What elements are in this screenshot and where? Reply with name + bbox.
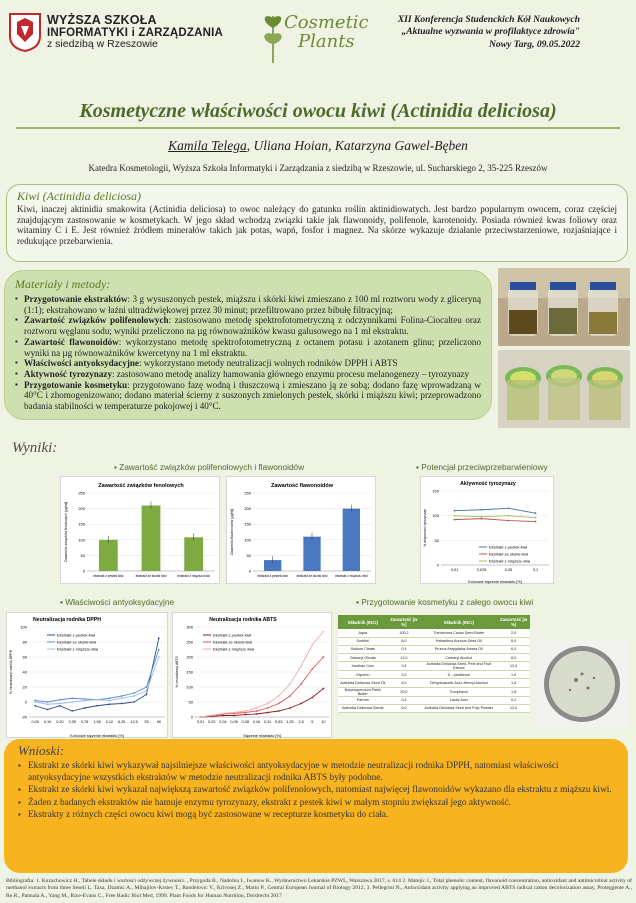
x-tick-label: 0,10 xyxy=(43,720,52,724)
x-tick-label: ekstrakt z miąższu kiwi xyxy=(177,574,210,578)
table-cell: Lactic Acid xyxy=(420,696,497,704)
intro-box xyxy=(6,184,628,262)
table-cell: 6,0 xyxy=(388,704,421,712)
data-point xyxy=(71,710,73,712)
poster-title: Kosmetyczne właściwości owocu kiwi (Actinidia deliciosa) xyxy=(79,100,557,122)
y-tick-label: 80 xyxy=(22,639,27,645)
table-cell: Tocopherol xyxy=(420,687,497,696)
data-point xyxy=(535,512,537,514)
data-point xyxy=(47,703,49,705)
x-tick-label: 0,16 xyxy=(252,720,261,724)
authors xyxy=(0,138,636,154)
table-cell: Sodium Citrate xyxy=(338,645,388,653)
chart-flavonoids-svg xyxy=(227,477,377,585)
affiliation: Katedra Kosmetologii, Wyższa Szkoła Informatyki i Zarządzania z siedzibą w Rzeszowie, ul. Sucharskiego 2, 35-225 Rzeszów xyxy=(88,163,548,173)
data-point xyxy=(300,683,302,685)
chart-phenols xyxy=(60,476,220,584)
data-point xyxy=(34,705,36,707)
data-point xyxy=(71,697,73,699)
y-tick-label: 50 xyxy=(434,537,439,543)
x-tick-label: 10 xyxy=(321,720,326,724)
table-cell: Actinidia Deliciosa Seeds xyxy=(338,704,388,712)
table-row xyxy=(338,679,530,687)
data-point xyxy=(121,697,123,699)
table-cell: Actinidia Deliciosa Seed, Peel and Fruit Extract xyxy=(420,662,497,671)
data-point xyxy=(211,715,213,717)
data-point xyxy=(454,515,456,517)
bar xyxy=(303,537,320,571)
data-point xyxy=(158,656,160,658)
data-point xyxy=(84,707,86,709)
x-tick-label: ekstrakt ze skórki kiwi xyxy=(135,574,167,578)
data-point xyxy=(323,688,325,690)
table-cell: 12,0 xyxy=(388,654,421,662)
data-point xyxy=(289,683,291,685)
x-tick-label: 0,04 xyxy=(219,720,227,724)
data-point xyxy=(508,520,510,522)
y-tick-label: 60 xyxy=(22,654,27,660)
x-tick-label: 0,39 xyxy=(68,720,76,724)
x-tick-label: ekstrakt ze skórki kiwi xyxy=(296,574,328,578)
y-axis-label: Zawartość związków fenolowych [µg/ml] xyxy=(64,501,68,563)
table-row xyxy=(338,696,530,704)
data-point xyxy=(267,707,269,709)
chart-abts xyxy=(172,612,332,738)
intro-text: Kiwi, inaczej aktinidia smakowita (Actinidia deliciosa) to owoc należący do gatunku roślin aktinidiowatych. Jest bardzo popularnym owocem, coraz częściej znajdującym zastosowanie w kosmetykach. W jego skład wchodzą związki takie jak flawonoidy, polifenole, karotenoidy. Posiada również kwas foliowy oraz witaminy C i E. Jest również źródłem minerałów takich jak potas, wapń, fosfor i magnez. Na skórze wykazuje działanie przeciwstarzeniowe, rozjaśniające i redukujące przebarwienia. xyxy=(17,204,617,247)
legend-label: Ekstrakt z pestek kiwi xyxy=(213,632,252,638)
data-point xyxy=(59,699,61,701)
table-cell: Cetearyl Alcohol xyxy=(420,654,497,662)
table-cell: Glycerin xyxy=(338,671,388,679)
y-tick-label: 100 xyxy=(432,513,439,519)
series-line xyxy=(35,657,159,704)
x-tick-label: 1,56 xyxy=(93,720,101,724)
y-tick-label: 0 xyxy=(436,562,439,568)
table-row xyxy=(338,645,530,653)
data-point xyxy=(121,695,123,697)
conference-theme: „Aktualne wyzwania w profilaktyce zdrowia" xyxy=(401,26,580,38)
data-point xyxy=(133,701,135,703)
data-point xyxy=(47,709,49,711)
table-cell: Xanthan Gum xyxy=(338,662,388,671)
table-header: Zawartość [w %] xyxy=(497,615,530,629)
x-axis-label: Końcowe stężenie ekstraktu [%] xyxy=(70,734,124,738)
data-point xyxy=(300,665,302,667)
data-point xyxy=(256,713,258,715)
data-point xyxy=(59,705,61,707)
methods-item: ▪ Zawartość związków polifenolowych: zastosowano metodę spektrofotometryczną z odczynnikami Folina-Ciocalteu oraz roztworu węglanu sodu; wyniki przeliczono na µg równoważników kwasu galusowego na 1 ml ekstraktu. xyxy=(15,315,481,336)
bar xyxy=(99,540,118,571)
table-row xyxy=(338,629,530,637)
table-cell: Prunus Amygdalus Amara Oil xyxy=(420,645,497,653)
cosmetic-recipe-table xyxy=(338,615,530,739)
x-tick-label: 50 xyxy=(156,720,161,724)
conclusion-item: ▪ Ekstrakty z różnych części owocu kiwi mogą być zastosowane w recepturze kosmetyku do ciała. xyxy=(18,810,614,822)
y-tick-label: 0 xyxy=(82,568,85,574)
y-tick-label: 150 xyxy=(78,521,85,527)
table-cell: 20,0 xyxy=(388,687,421,696)
x-axis-label: Końcowe stężenie ekstraktu [%] xyxy=(468,580,522,584)
x-tick-label: 0,05 xyxy=(31,720,39,724)
legend-label: Ekstrakt z miąższu kiwi xyxy=(57,646,99,652)
table-cell: 6,0 xyxy=(497,645,530,653)
table-cell: 8,0 xyxy=(388,637,421,645)
data-point xyxy=(278,695,280,697)
table-cell: D - panthenol xyxy=(420,671,497,679)
data-point xyxy=(481,518,483,520)
x-tick-label: 0,02 xyxy=(208,720,216,724)
cosmetic-photo xyxy=(536,640,628,728)
x-tick-label: 0,20 xyxy=(56,720,64,724)
bar xyxy=(184,537,203,571)
data-point xyxy=(233,715,235,717)
section-polyphenols: ▪ Zawartość związków polifenolowych i flawonoidów xyxy=(114,462,305,472)
x-tick-label: 0,06 xyxy=(230,720,238,724)
data-point xyxy=(323,656,325,658)
extract-photos xyxy=(498,268,630,428)
y-tick-label: 200 xyxy=(186,654,193,660)
y-tick-label: 50 xyxy=(246,552,251,558)
table-cell: 6,0 xyxy=(388,679,421,687)
table-cell: 2,0 xyxy=(497,629,530,637)
data-point xyxy=(158,649,160,651)
table-cell: 0,2 xyxy=(497,696,530,704)
y-tick-label: 0 xyxy=(24,699,27,705)
data-point xyxy=(311,644,313,646)
data-point xyxy=(59,703,61,705)
series-line xyxy=(35,650,159,703)
data-point xyxy=(311,697,313,699)
x-tick-label: 0,78 xyxy=(80,720,89,724)
table-cell: 12,0 xyxy=(497,704,530,712)
data-point xyxy=(233,712,235,714)
y-axis-label: % aktywności tyrozynazy xyxy=(423,509,427,547)
school-name-line3: z siedzibą w Rzeszowie xyxy=(47,38,158,51)
y-tick-label: 250 xyxy=(244,490,251,496)
x-tick-label: 0,01 xyxy=(196,720,205,724)
legend-label: Ekstrakt ze skórki kiwi xyxy=(489,551,529,557)
table-cell: 1,0 xyxy=(497,671,530,679)
bibliography: Bibliografia: 1. Kuzachowicz H., Tabele składu i wartości odżywczej żywności. , Przygoda B., Nadolna I., Iwanow K., Wydawnictwo Lekarskie PZWL, Warszawa 2017, s. 614 2. Matejic J., Total phenolic content, flavonoid concentration, antioxidant and antimicrobial activity of methanol extracts from three Seseli L. Taxa, Dzamic A., Mihajilov-Krstev T., Randelovic V., Krivosej Z., Marin P., Central European Journal of Biology 2012, 3. Pellegrini N., Antioxidant activity applying an improved ABTS radical cation decolorization assay, Proteggente A., Re R., Pannala A., Yang M., Rice-Evans C., Free Radic Biol Med, 1999. Plant Foods for Human Nutrition, Dordrecht 2017 xyxy=(6,878,632,899)
chart-title: Neutralizacja rodnika DPPH xyxy=(32,617,102,623)
chart-flavonoids xyxy=(226,476,376,584)
methods-item: ▪ Przygotowanie kosmetyku: przygotowano fazę wodną i tłuszczową i zmieszano ją ze sobą; dodano fazę wprowadzaną w 40°C i zhomogenizowano; dodano materiał ścierny z suszonych zmielonych pestek, skórki i miąższu kiwi; przeprowadzono badania stabilności w temperaturze pokojowej i 40°C. xyxy=(15,380,481,412)
table-row xyxy=(338,671,530,679)
conclusion-item: ▪ Ekstrakt ze skórki kiwi wykazywał najsilniejsze właściwości antyoksydacyjne w metodzie neutralizacji rodnika DPPH, natomiast właściwości antyoksydacyjne wszystkich ekstraktów w metodzie neutralizacji rodnika ABTS były podobne. xyxy=(18,761,614,784)
data-point xyxy=(244,714,246,716)
data-point xyxy=(34,701,36,703)
y-tick-label: 100 xyxy=(78,537,85,543)
data-point xyxy=(47,701,49,703)
table-header: Zawartość [w %] xyxy=(388,615,421,629)
extract-jars-photo xyxy=(498,268,630,346)
data-point xyxy=(158,637,160,639)
y-tick-label: 150 xyxy=(432,488,439,494)
brand-line1: Cosmetic xyxy=(284,12,369,33)
legend-label: Ekstrakt ze skórki kiwi xyxy=(57,639,97,645)
school-logo xyxy=(8,6,234,58)
chart-phenols-svg xyxy=(61,477,221,585)
data-point xyxy=(267,712,269,714)
conference-info xyxy=(340,14,580,51)
conclusion-item: ▪ Ekstrakt ze skórki kiwi wykazał największą zawartość związków polifenolowych, natomiast najwięcej flawonoidów wykazano dla ekstraktu z miąższu kiwi. xyxy=(18,785,614,797)
series-line xyxy=(455,519,536,522)
x-tick-label: 25 xyxy=(144,720,149,724)
methods-item: ▪ Aktywność tyrozynazy: zastosowano metodę analizy hamowania głównego enzymu procesu melanogenezy – tyrozynazy xyxy=(15,369,481,380)
title-divider xyxy=(16,127,620,129)
table-cell: Cetearyl Olivate xyxy=(338,654,388,662)
data-point xyxy=(108,700,110,702)
data-point xyxy=(289,707,291,709)
table-cell: 0,4 xyxy=(388,645,421,653)
data-point xyxy=(481,516,483,518)
y-tick-label: 20 xyxy=(22,684,27,690)
legend-label: Ekstrakt z miąższu kiwi xyxy=(489,558,531,564)
table-header: Składnik (INCI) xyxy=(338,615,388,629)
data-point xyxy=(535,521,537,523)
section-cosmetic: ▪ Przygotowanie kosmetyku z całego owocu kiwi xyxy=(356,597,534,607)
data-point xyxy=(96,699,98,701)
y-tick-label: -20 xyxy=(21,714,27,720)
x-tick-label: 0,63 xyxy=(275,720,283,724)
table-row xyxy=(338,662,530,671)
conference-date: Nowy Targ, 09.05.2022 xyxy=(488,38,580,50)
conclusions-heading: Wnioski: xyxy=(18,743,65,758)
table-cell: 12,0 xyxy=(497,662,530,671)
y-tick-label: 200 xyxy=(78,506,85,512)
x-tick-label: ekstrakt z pestek kiwi xyxy=(93,574,124,578)
data-point xyxy=(454,519,456,521)
x-tick-label: 0,08 xyxy=(241,720,249,724)
series-line xyxy=(201,689,324,718)
y-tick-label: 300 xyxy=(186,624,193,630)
data-point xyxy=(133,695,135,697)
y-tick-label: 100 xyxy=(20,624,27,630)
table-header: Składnik (INCI) xyxy=(420,615,497,629)
data-point xyxy=(108,703,110,705)
y-axis-label: Zawartość flawonoidów [µg/ml] xyxy=(230,508,234,556)
bar xyxy=(343,509,360,571)
data-point xyxy=(267,703,269,705)
first-author: Kamila Telega xyxy=(168,138,247,153)
legend-label: Ekstrakt z pestek kiwi xyxy=(489,544,528,550)
conference-name: XII Konferencja Studenckich Kół Naukowych xyxy=(397,14,580,25)
table-cell: 1,8 xyxy=(497,687,530,696)
data-point xyxy=(508,515,510,517)
chart-title: Zawartość związków fenolowych xyxy=(98,483,184,489)
extract-cups-photo xyxy=(498,350,630,428)
y-tick-label: 250 xyxy=(78,490,85,496)
legend-label: Ekstrakt ze skórki kiwi xyxy=(213,639,253,645)
methods-item: ▪ Przygotowanie ekstraktów: 3 g wysuszonych pestek, miąższu i skórki kiwi zmieszano z 100 ml roztworu wody z gliceryną (1:1); ekstrahowano w łaźni ultradźwiękowej przez 30 minut; przefiltrowano przez bibułę filtracyjną; xyxy=(15,294,481,315)
data-point xyxy=(508,507,510,509)
chart-dpph-svg xyxy=(7,613,169,739)
table-cell: Sorbitol xyxy=(338,637,388,645)
table-cell: 100,2 xyxy=(388,629,421,637)
chart-tyrosinase xyxy=(420,476,554,584)
data-point xyxy=(71,701,73,703)
y-tick-label: 50 xyxy=(188,699,193,705)
x-tick-label: ekstrakt z pestek kiwi xyxy=(257,574,288,578)
data-point xyxy=(256,707,258,709)
intro-heading: Kiwi (Actinidia deliciosa) xyxy=(17,189,141,203)
data-point xyxy=(300,703,302,705)
table-row xyxy=(338,637,530,645)
conclusions-box xyxy=(4,739,628,873)
table-cell: 6,0 xyxy=(497,637,530,645)
data-point xyxy=(535,517,537,519)
methods-box xyxy=(4,270,492,420)
school-name-line2: INFORMATYKI i ZARZĄDZANIA xyxy=(47,27,223,40)
series-line xyxy=(455,516,536,518)
data-point xyxy=(146,690,148,692)
methods-item: ▪ Zawartość flawonoidów: wykorzystano metodę spektrofotometryczną z octanem potasu i azotanem glinu; przeliczono wyniki na µg równoważników kwercetyny na 1 ml ekstraktu. xyxy=(15,337,481,358)
y-tick-label: 150 xyxy=(244,521,251,527)
chart-tyrosinase-svg xyxy=(421,477,555,585)
data-point xyxy=(278,710,280,712)
x-axis-label: Stężenie ekstraktu [%] xyxy=(243,734,281,738)
conclusion-item: ▪ Żaden z badanych ekstraktów nie hamuje enzymu tyrozynazy, ekstrakt z pestek kiwi w małym stopniu zwiększał jego aktywność. xyxy=(18,798,614,810)
table-cell: Theobroma Cacao Seed Butter xyxy=(420,629,497,637)
x-tick-label: 0,1 xyxy=(532,568,539,572)
table-cell: Actinidia Deliciosa Seed Oil xyxy=(338,679,388,687)
table-cell: 1,8 xyxy=(497,679,530,687)
methods-heading: Materiały i metody: xyxy=(15,277,111,291)
y-tick-label: 100 xyxy=(244,537,251,543)
table-row xyxy=(338,704,530,712)
conclusions-list xyxy=(18,761,614,822)
data-point xyxy=(323,631,325,633)
y-tick-label: 0 xyxy=(190,714,193,720)
data-point xyxy=(311,668,313,670)
table-row xyxy=(338,687,530,696)
x-tick-label: 0,01 xyxy=(450,568,459,572)
x-tick-label: 3,12 xyxy=(105,720,114,724)
results-heading: Wyniki: xyxy=(12,440,58,456)
methods-item: ▪ Właściwości antyoksydacyjne: wykorzystano metody neutralizacji wolnych rodników DPPH i ABTS xyxy=(15,358,481,369)
data-point xyxy=(244,710,246,712)
table-cell: Dehydroacetic Acid, Benzyl Alcohol xyxy=(420,679,497,687)
y-tick-label: 100 xyxy=(186,684,193,690)
methods-list xyxy=(15,294,481,412)
data-point xyxy=(96,705,98,707)
y-tick-label: 0 xyxy=(248,568,251,574)
school-name-line1: WYŻSZA SZKOŁA xyxy=(47,12,157,27)
data-point xyxy=(108,697,110,699)
table-cell: 0,4 xyxy=(388,662,421,671)
x-tick-label: ekstrakt z miąższu kiwi xyxy=(335,574,368,578)
table-body xyxy=(338,629,530,713)
section-antioxidant: ▪ Właściwości antyoksydacyjne xyxy=(60,597,175,607)
data-point xyxy=(256,710,258,712)
table-cell: Actinidia Deliciosa Seed and Pulp Powder xyxy=(420,704,497,712)
series-line xyxy=(455,508,536,513)
data-point xyxy=(454,510,456,512)
y-axis-label: % neutralizacji rodnika DPPH xyxy=(9,649,13,695)
other-authors: , Uliana Hoian, Katarzyna Gawel-Bęben xyxy=(246,138,468,153)
chart-dpph xyxy=(6,612,168,738)
section-whitening: ▪ Potencjał przeciwprzebarwieniowy xyxy=(416,462,548,472)
chart-title: Zawartość flawonoidów xyxy=(270,483,334,489)
bar xyxy=(142,505,161,571)
legend-label: Ekstrakt z pestek kiwi xyxy=(57,632,96,638)
y-tick-label: 150 xyxy=(186,669,193,675)
data-point xyxy=(146,694,148,696)
y-tick-label: 250 xyxy=(186,639,193,645)
data-point xyxy=(84,700,86,702)
table-row xyxy=(338,654,530,662)
chart-abts-svg xyxy=(173,613,333,739)
chart-title: Aktywność tyrozynazy xyxy=(460,481,516,487)
table-cell: 8,0 xyxy=(497,654,530,662)
y-tick-label: 200 xyxy=(244,506,251,512)
data-point xyxy=(289,695,291,697)
data-point xyxy=(121,703,123,705)
data-point xyxy=(222,713,224,715)
x-tick-label: 6,25 xyxy=(118,720,126,724)
table-cell: Helianthus Annuus Seed Oil xyxy=(420,637,497,645)
data-point xyxy=(146,686,148,688)
x-tick-label: 0,05 xyxy=(504,568,513,572)
y-tick-label: 50 xyxy=(80,552,85,558)
data-point xyxy=(278,703,280,705)
table-cell: 0,4 xyxy=(388,696,421,704)
chart-title: Neutralizacja rodnika ABTS xyxy=(209,617,277,623)
data-point xyxy=(133,692,135,694)
legend-label: Ekstrakt z miąższu kiwi xyxy=(213,646,255,652)
y-axis-label: % neutralizacji ABTS xyxy=(175,656,179,688)
x-tick-label: 1,25 xyxy=(286,720,294,724)
data-point xyxy=(481,509,483,511)
x-tick-label: 5 xyxy=(311,720,314,724)
x-tick-label: 12,5 xyxy=(130,720,138,724)
brand-line2: Plants xyxy=(298,30,355,52)
table-cell: 2,0 xyxy=(388,671,421,679)
x-tick-label: 2,5 xyxy=(298,720,304,724)
data-point xyxy=(200,716,202,718)
school-seal-icon xyxy=(8,12,42,52)
table-cell: Butyrospermum Parkii Butter xyxy=(338,687,388,696)
table-cell: Aqua xyxy=(338,629,388,637)
y-tick-label: 40 xyxy=(22,669,27,675)
table-cell: Parfum xyxy=(338,696,388,704)
x-tick-label: 0,31 xyxy=(263,720,272,724)
x-tick-label: 0,025 xyxy=(476,568,487,572)
